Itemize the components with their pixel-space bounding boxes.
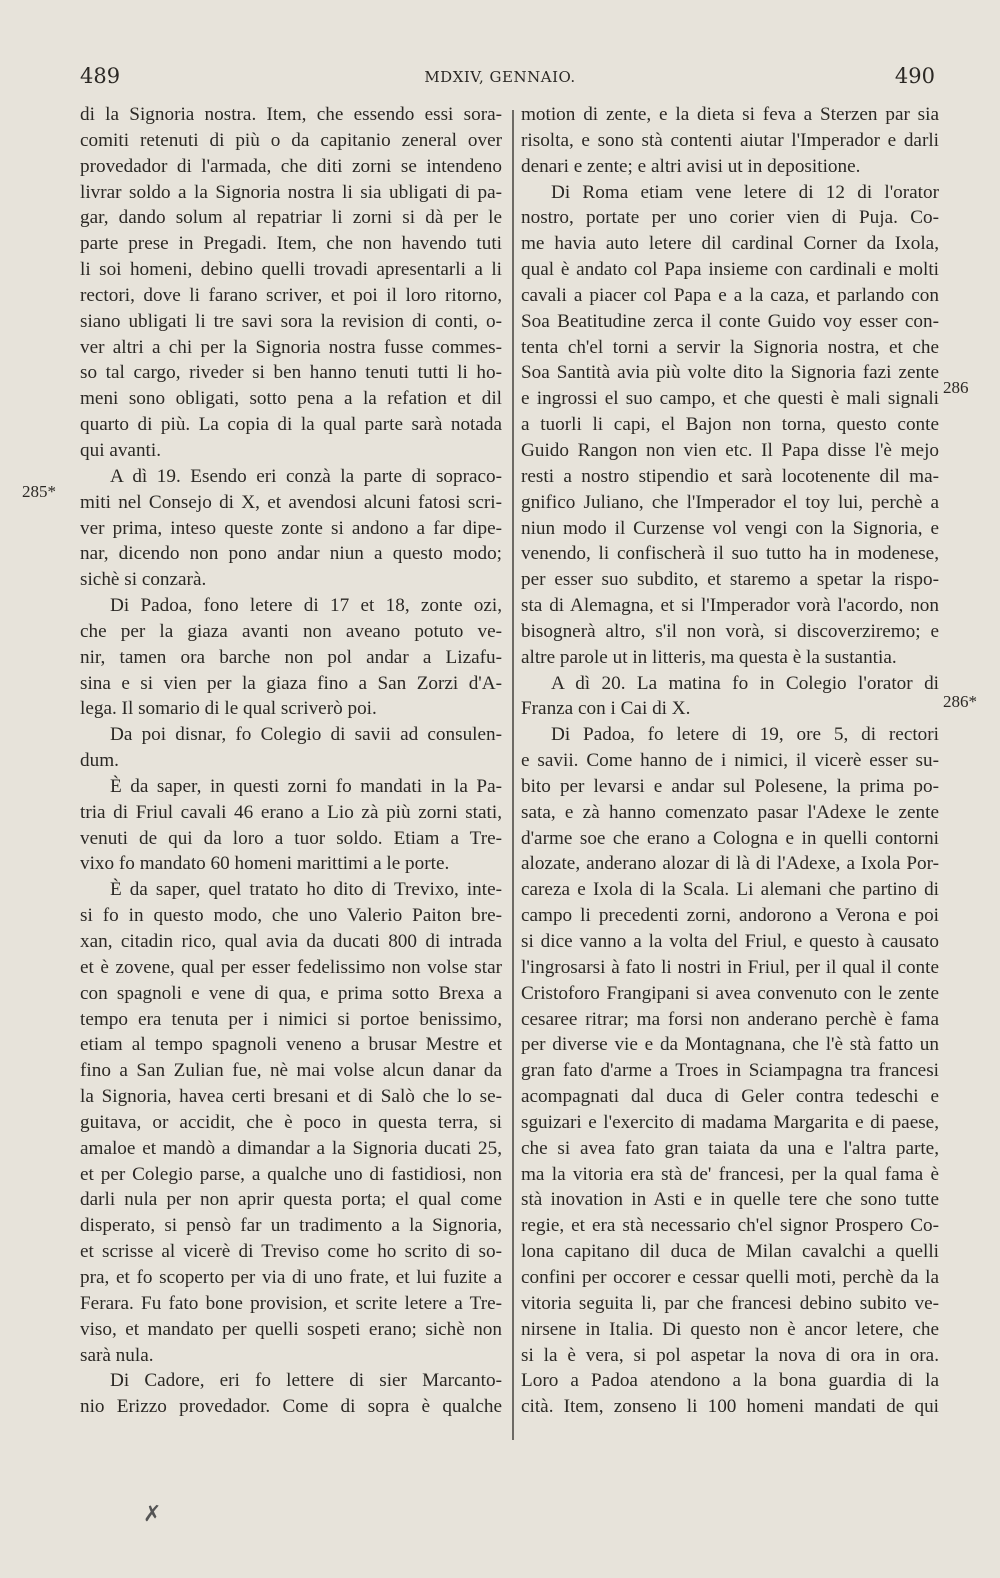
text-line: Di Cadore, eri fo lettere di sier Marcanto- <box>110 1370 502 1392</box>
text-line: cavali a piacer col Papa e a la caza, et parlando con <box>521 284 939 306</box>
text-line: meni sono obligati, sotto pena a la refation et dil <box>80 388 502 410</box>
text-line: È da saper, in questi zorni fo mandati in la Pa- <box>110 775 502 797</box>
text-line: sguizari e l'exercito di madama Margarita e di paese, <box>521 1111 939 1133</box>
text-line: sata, e zà hanno comenzato pasar l'Adexe le zente <box>521 801 939 823</box>
text-line: Di Roma etiam vene letere di 12 di l'orator <box>551 181 939 203</box>
text-line: lega. Il somario di le qual scriverò poi. <box>80 698 377 720</box>
text-line: nir, tamen ora barche non pol andar a Lizafu- <box>80 646 502 668</box>
text-line: Da poi disnar, fo Colegio di savii ad consulen- <box>110 724 502 746</box>
text-line: et è zovene, qual per esser fedelissimo non volse star <box>80 956 502 978</box>
text-line: amaloe et mandò a dimandar a la Signoria ducati 25, <box>80 1137 502 1159</box>
text-line: che si avea fato gran taiata da una e l'altra parte, <box>521 1137 939 1159</box>
text-line: qual è andato col Papa insieme con cardinali e molti <box>521 259 939 281</box>
text-line: venuti de qui da loro a tuor soldo. Etiam a Tre- <box>80 827 502 849</box>
text-line: e ingrossi el suo campo, et che questi è mali signali <box>521 388 939 410</box>
text-line: risolta, e sono stà contenti aiutar l'Imperador e darli <box>521 129 939 151</box>
text-line: stà inovation in Asti e in quelle tere che sono tutte <box>521 1189 939 1211</box>
text-line: pra, et fo scoperto per via di uno frate, et lui fuzite a <box>80 1266 502 1288</box>
text-line: parte prese in Pregadi. Item, che non havendo tuti <box>80 233 502 255</box>
text-line: quarto di più. La copia di la qual parte sarà notada <box>80 414 502 436</box>
text-line: Ferara. Fu fato bone provision, et scrite letere a Tre- <box>80 1292 502 1314</box>
text-line: li soi homeni, debino quelli trovadi apresentarli a li <box>80 259 502 281</box>
text-line: Di Padoa, fono letere di 17 et 18, zonte ozi, <box>110 595 502 617</box>
text-line: regie, et era stà necessario ch'el signor Prospero Co- <box>521 1215 939 1237</box>
text-line: la Signoria, havea certi bresani et di Salò che lo se- <box>80 1086 502 1108</box>
text-line: che per la giaza avanti non aveano potuto ve- <box>80 620 502 642</box>
text-line: sta di Alemagna, et si l'Imperador vorà l'acordo, non <box>521 595 939 617</box>
text-line: etiam al tempo spagnoli veneno a brusar Mestre et <box>80 1034 502 1056</box>
text-line: acompagnati dal duca di Geler contra tedeschi e <box>521 1086 939 1108</box>
text-line: nostro, portate per uno corier vien di Puja. Co- <box>521 207 939 229</box>
text-line: provedador di l'armada, che diti zorni se intendeno <box>80 155 502 177</box>
text-line: di la Signoria nostra. Item, che essendo essi sora- <box>80 104 502 125</box>
text-line: alozate, anderano alozar di là di l'Adexe, a Ixola Por- <box>521 853 939 875</box>
text-line: vixo fo mandato 60 homeni marittimi a le porte. <box>80 853 450 875</box>
text-line: bito per levarsi e andar sul Polesene, la prima po- <box>521 775 939 797</box>
text-line: Franza con i Cai di X. <box>521 698 691 720</box>
text-line: bisognerà altro, s'il non vorà, si discoverziremo; e <box>521 620 939 642</box>
text-line: per diverse vie e da Montagnana, che l'è stà fatto un <box>521 1034 939 1056</box>
text-line: campo li precedenti zorni, andorono a Verona e poi <box>521 905 939 927</box>
text-line: viso, et mandato per quelli sospeti erano; sichè non <box>80 1318 502 1340</box>
text-line: sichè si conzarà. <box>80 569 207 591</box>
text-line: vitoria seguita li, par che francesi debino subito ve- <box>521 1292 939 1314</box>
margin-note-285: 285* <box>22 482 56 501</box>
text-line: gran fato d'arme a Troes in Sciampagna tra francesi <box>521 1060 939 1082</box>
text-line: qui avanti. <box>80 439 161 461</box>
text-line: si fo in questo modo, che uno Valerio Paiton bre- <box>80 905 502 927</box>
column-divider <box>512 110 514 1440</box>
margin-note-286-star: 286* <box>943 692 977 711</box>
text-line: ver prima, inteso queste zonte si andono a far dipe- <box>80 517 502 539</box>
text-line: et per Colegio parse, a qualche uno di fastidiosi, non <box>80 1163 502 1185</box>
text-line: darli nula per non aprir questa porta; el qual come <box>80 1189 502 1211</box>
text-line: fino a San Zulian fue, nè mai volse alcun danar da <box>80 1060 502 1082</box>
text-line: Loro a Padoa atendono a la bona guardia di la <box>521 1370 939 1392</box>
text-line: nio Erizzo provedador. Come di sopra è qualche <box>80 1396 502 1418</box>
text-line: dum. <box>80 750 119 772</box>
text-line: venendo, li confischerà il suo tutto ha in modenese, <box>521 543 939 565</box>
text-line: ma la vitoria era stà de' francesi, per la qual fama è <box>521 1163 939 1185</box>
text-line: confini per occorer e cessar quelli moti, perchè da la <box>521 1266 939 1288</box>
left-page-number: 489 <box>80 64 121 88</box>
text-line: si la è vera, si pol aspetar la nova di ora in ora. <box>521 1344 939 1366</box>
text-line: tempo era tenuta per i nimici si portoe benissimo, <box>80 1008 502 1030</box>
text-line: livrar soldo a la Signoria nostra li sia ubligati di pa- <box>80 181 502 203</box>
text-line: so tal cargo, riveder si ben hanno tenuti tutti li ho- <box>80 362 502 384</box>
text-line: A dì 19. Esendo eri conzà la parte di sopraco- <box>110 465 502 487</box>
text-line: l'ingrosarsi à fato li nostri in Friul, per il qual il conte <box>521 956 939 978</box>
text-line: si dice vanno a la volta del Friul, e questo à causato <box>521 931 939 952</box>
text-line: niun modo il Curzense vol vengi con la Signoria, e <box>521 517 939 539</box>
text-line: disperato, si pensò far un tradimento a la Signoria, <box>80 1215 502 1237</box>
right-page-number: 490 <box>894 64 935 88</box>
text-line: comiti retenuti di più o da capitanio zeneral over <box>80 129 502 151</box>
text-line: d'arme soe che erano a Cologna e in quelli contorni <box>521 827 939 849</box>
text-line: rectori, dove li farano scriver, et poi il loro ritorno, <box>80 284 502 306</box>
text-line: me havia auto letere dil cardinal Corner da Ixola, <box>521 233 939 255</box>
text-line: per esser suo subdito, et staremo a spetar la rispo- <box>521 569 939 591</box>
text-line: e savii. Come hanno de i nimici, il vicerè esser su- <box>521 750 939 772</box>
text-line: gar, dando solum al repatriar li zorni si dà per le <box>80 207 502 229</box>
margin-note-286: 286 <box>943 378 969 397</box>
text-line: nirsene in Italia. Di questo non è ancor letere, che <box>521 1318 939 1340</box>
text-line: resti a nostro stipendio et sarà locotenente dil ma- <box>521 465 939 487</box>
text-line: denari e zente; e altri avisi ut in depositione. <box>521 155 861 177</box>
text-line: gnifico Juliano, che l'Imperador el toy lui, perchè a <box>521 491 939 513</box>
text-line: Soa Beatitudine zerca il conte Guido voy esser con- <box>521 310 939 332</box>
text-line: nar, dicendo non pono andar niun a questo modo; <box>80 543 502 565</box>
text-line: et scrisse al vicerè di Treviso come ho scrito di so- <box>80 1241 502 1263</box>
text-line: ver altri a chi per la Signoria nostra fusse commes- <box>80 336 502 358</box>
text-line: lona capitano dil duca de Milan cavalchi a quelli <box>521 1241 939 1263</box>
text-line: A dì 20. La matina fo in Colegio l'orator di <box>551 672 939 694</box>
text-line: tenta ch'el torni a servir la Signoria nostra, et che <box>521 336 939 358</box>
text-line: Cristoforo Frangipani si avea convenuto con le zente <box>521 982 939 1004</box>
text-line: careza e Ixola di la Scala. Li alemani che partino di <box>521 879 939 901</box>
text-line: Guido Rangon non vien etc. Il Papa disse l'è mejo <box>521 439 939 461</box>
running-title: MDXIV, GENNAIO. <box>424 68 576 86</box>
text-line: miti nel Consejo di X, et avendosi alcuni fatosi scri- <box>80 491 502 513</box>
left-text-column <box>80 102 502 1420</box>
text-line: Di Padoa, fo letere di 19, ore 5, di rectori <box>551 724 939 746</box>
text-line: guitava, or accidit, che è poco in questa terra, si <box>80 1111 502 1133</box>
text-line: Soa Santità avia più volte dito la Signoria fazi zente <box>521 362 939 384</box>
page-header <box>0 64 1000 98</box>
text-line: È da saper, quel tratato ho dito di Trevixo, inte- <box>110 879 502 901</box>
right-text-column <box>521 102 939 1420</box>
text-line: sina e si vien per la giaza fino a San Zorzi d'A- <box>80 672 502 694</box>
text-line: siano ubligati li tre savi sora la revision di conti, o- <box>80 310 502 332</box>
text-line: cità. Item, zonseno li 100 homeni mandati de qui <box>521 1396 939 1418</box>
text-line: motion di zente, e la dieta si feva a Sterzen par sia <box>521 104 939 125</box>
text-line: xan, citadin rico, qual avia da ducati 800 di intrada <box>80 931 502 952</box>
text-line: sarà nula. <box>80 1344 154 1366</box>
printer-mark-icon: ✗ <box>143 1502 162 1527</box>
text-line: con spagnoli e vene di qua, e prima sotto Brexa a <box>80 982 502 1004</box>
text-line: a tuorli li capi, el Bajon non torna, questo conte <box>521 414 939 436</box>
text-line: cesaree ritrar; ma forsi non anderano perchè è fama <box>521 1008 939 1030</box>
text-line: tria di Friul cavali 46 erano a Lio zà più zorni stati, <box>80 801 502 823</box>
text-line: altre parole ut in litteris, ma questa è la sustantia. <box>521 646 897 668</box>
